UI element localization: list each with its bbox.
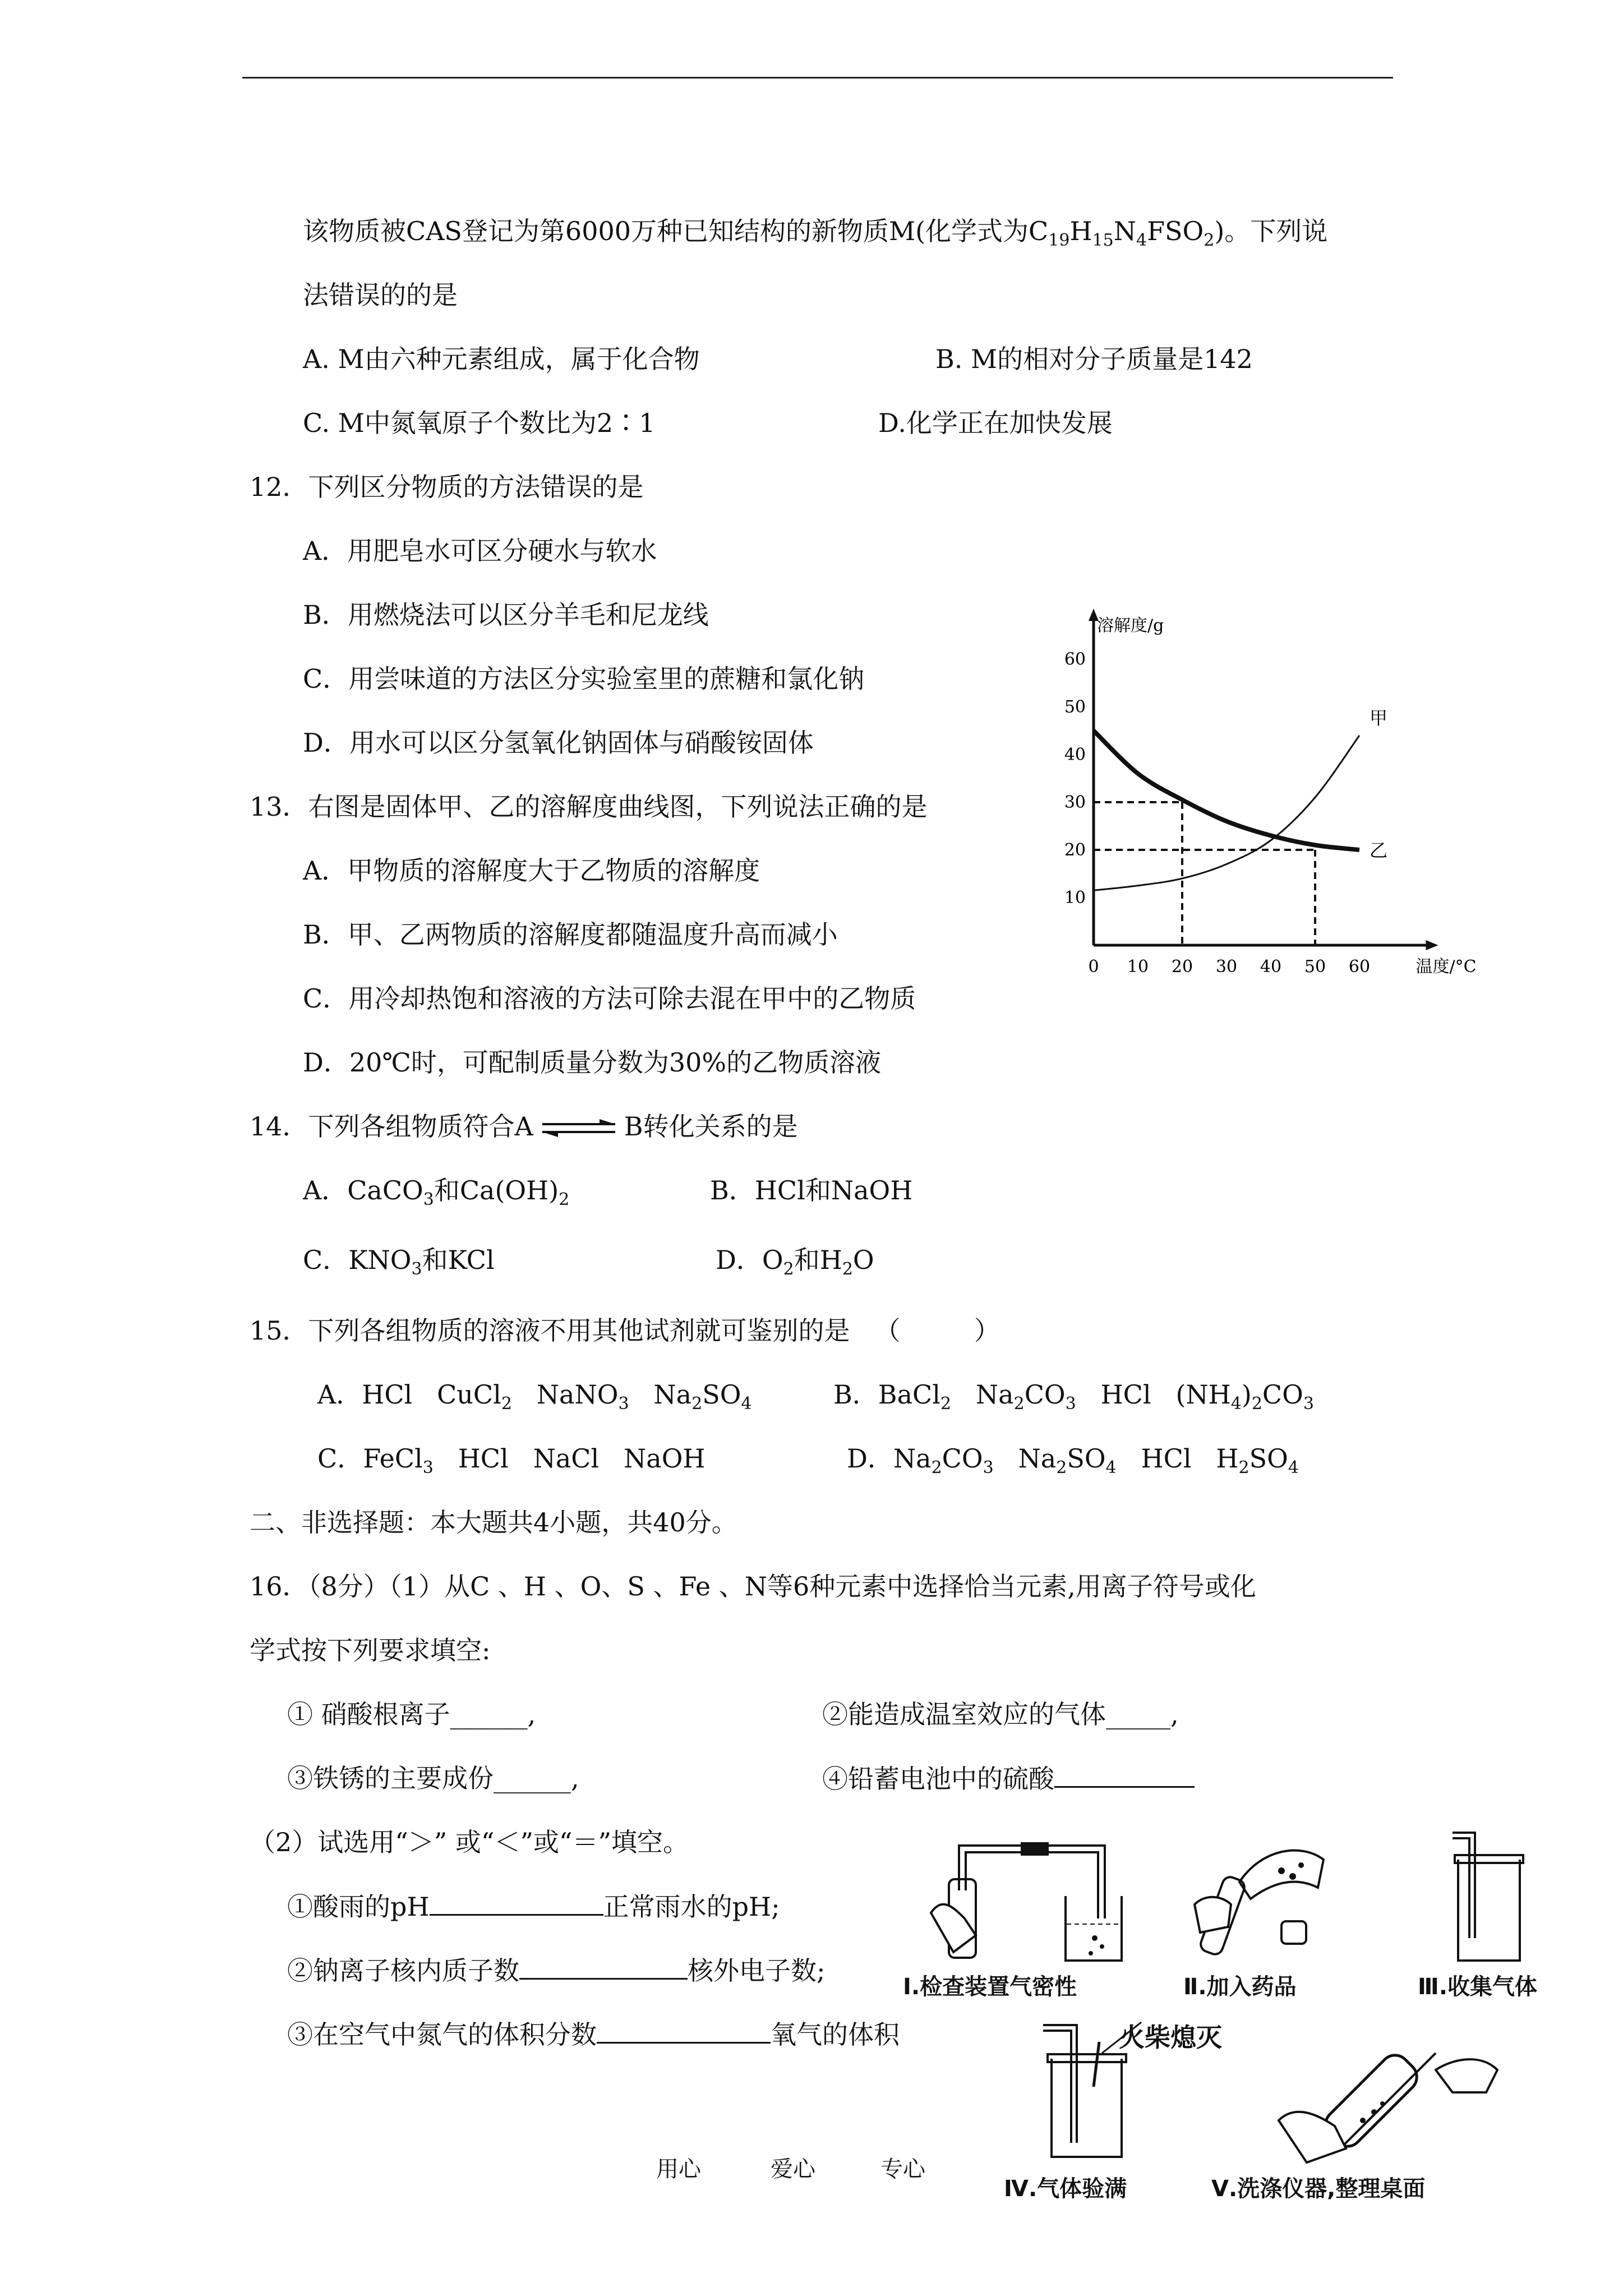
y-tick-label: 60 [1064,650,1086,669]
q11-option-b: B. M的相对分子质量是142 [935,344,1253,374]
q13-option-a: A．甲物质的溶解度大于乙物质的溶解度 [303,855,760,886]
series-label-1: 甲 [1370,707,1388,729]
q15-option-d: D．$Na_2CO_3$ $Na_2SO_4$ HCl $H_2SO_4$ [847,1443,1299,1478]
x-tick-label: 40 [1260,957,1282,977]
q12-option-b: B．用燃烧法可以区分羊毛和尼龙线 [303,600,709,630]
x-axis-label: 温度/°C [1415,957,1477,977]
y-tick-label: 30 [1064,793,1086,812]
footer-text-2: 爱心 [771,2156,815,2182]
reversible-arrow-icon [537,1117,621,1140]
q14-option-a: A．CaCO$_3$和$Ca(OH)_2$ [303,1175,570,1209]
footer-text-3: 专心 [880,2156,925,2182]
q16-compare-1: ①酸雨的pH 正常雨水的pH; [287,1889,780,1924]
q13-option-d: D．20℃时，可配制质量分数为30%的乙物质溶液 [303,1047,882,1078]
x-tick-label: 0 [1088,957,1099,977]
y-axis-label: 溶解度/g [1097,616,1164,636]
figure-clean-instruments [1267,2036,1503,2165]
q16-compare-3: ③在空气中氮气的体积分数 氧气的体积 [287,2017,900,2051]
x-axis-arrow [1426,940,1438,950]
x-tick-label: 10 [1127,957,1149,977]
q15-option-c: C．FeCl$_3$ HCl NaCl NaOH [317,1443,706,1478]
answer-blank[interactable] [430,1889,603,1916]
q11-line1: 该物质被CAS登记为第6000万种已知结构的新物质M(化学式为$C_{19}H_{15}N_4FSO_2$)。下列说 [303,216,1328,250]
q16-line2: 学式按下列要求填空: [250,1635,491,1665]
y-tick-label: 10 [1064,888,1086,908]
series-line-1 [1094,735,1359,890]
solubility-chart [1038,600,1477,987]
y-tick-label: 20 [1064,840,1086,860]
answer-blank[interactable] [519,1953,688,1980]
x-tick-label: 30 [1215,957,1238,977]
figure-collect-gas [1436,1826,1548,1966]
q16-item-2: ②能造成温室效应的气体_____, [822,1699,1179,1729]
q16-part2: （2）试选用“＞” 或“＜”或“＝”填空。 [250,1827,689,1857]
x-tick-label: 50 [1304,957,1326,977]
figure-label-3: Ⅲ.收集气体 [1418,1974,1538,2000]
q13-option-b: B．甲、乙两物质的溶解度都随温度升高而减小 [303,919,838,950]
q13-option-c: C．用冷却热饱和溶液的方法可除去混在甲中的乙物质 [303,983,916,1014]
match-extinguished-label: 火柴熄灭 [1119,2022,1222,2053]
q16-item-1: ① 硝酸根离子______, [287,1699,536,1729]
q11-option-d: D.化学正在加快发展 [878,408,1113,438]
q12-option-d: D．用水可以区分氢氧化钠固体与硝酸铵固体 [303,728,814,758]
q16-item-3: ③铁锈的主要成份______, [287,1763,579,1793]
answer-blank[interactable] [1054,1761,1195,1788]
q16-item-4: ④铅蓄电池中的硫酸 [822,1761,1195,1796]
figure-check-airtightness [920,1829,1127,1963]
x-tick-label: 60 [1348,957,1371,977]
q15-option-a: A．HCl CuCl$_2$ NaNO$_3$ $Na_2SO_4$ [317,1379,752,1414]
q12-option-c: C．用尝味道的方法区分实验室里的蔗糖和氯化钠 [303,664,865,694]
figure-label-5: Ⅴ.洗涤仪器,整理桌面 [1211,2176,1426,2202]
figure-add-reagents [1189,1837,1335,1966]
header-rule [242,77,1393,79]
q16-compare-2: ②钠离子核内质子数 核外电子数; [287,1953,826,1987]
q13-stem: 13．右图是固体甲、乙的溶解度曲线图，下列说法正确的是 [250,792,928,822]
answer-blank[interactable] [597,2017,771,2044]
q14-option-c: C．$KNO_3$和KCl [303,1245,495,1279]
series-label-2: 乙 [1370,840,1388,861]
q14-option-d: D．$O_2$和$H_2O$ [716,1245,874,1279]
q12-stem: 12．下列区分物质的方法错误的是 [250,472,644,502]
q11-line2: 法错误的的是 [303,280,458,310]
figure-label-4: Ⅳ.气体验满 [1004,2176,1127,2202]
q14-stem: 14．下列各组物质符合A B转化关系的是 [250,1111,798,1142]
q14-option-b: B．HCl和NaOH [710,1175,913,1205]
q16-line1: 16．（8分）（1）从C 、H 、O、S 、Fe 、N等6种元素中选择恰当元素,用离子符号或化 [250,1571,1256,1602]
section-2-heading: 二、非选择题：本大题共4小题，共40分。 [250,1507,737,1538]
figure-label-2: Ⅱ.加入药品 [1183,1974,1297,2000]
q15-option-b: B．BaCl$_2$ $Na_2CO_3$ HCl $(NH_4)_2CO_3$ [833,1379,1314,1414]
y-tick-label: 50 [1064,697,1086,717]
y-tick-label: 40 [1064,745,1086,765]
q11-option-a: A. M由六种元素组成，属于化合物 [303,344,700,374]
series-line-2 [1094,731,1359,850]
figure-label-1: Ⅰ.检查装置气密性 [903,1974,1077,2000]
q11-option-c: C. M中氮氧原子个数比为2∶1 [303,408,656,438]
q15-stem: 15．下列各组物质的溶液不用其他试剂就可鉴别的是 （ ） [250,1315,1000,1346]
x-tick-label: 20 [1171,957,1193,977]
footer-text-1: 用心 [656,2156,701,2182]
q12-option-a: A．用肥皂水可区分硬水与软水 [303,536,657,566]
